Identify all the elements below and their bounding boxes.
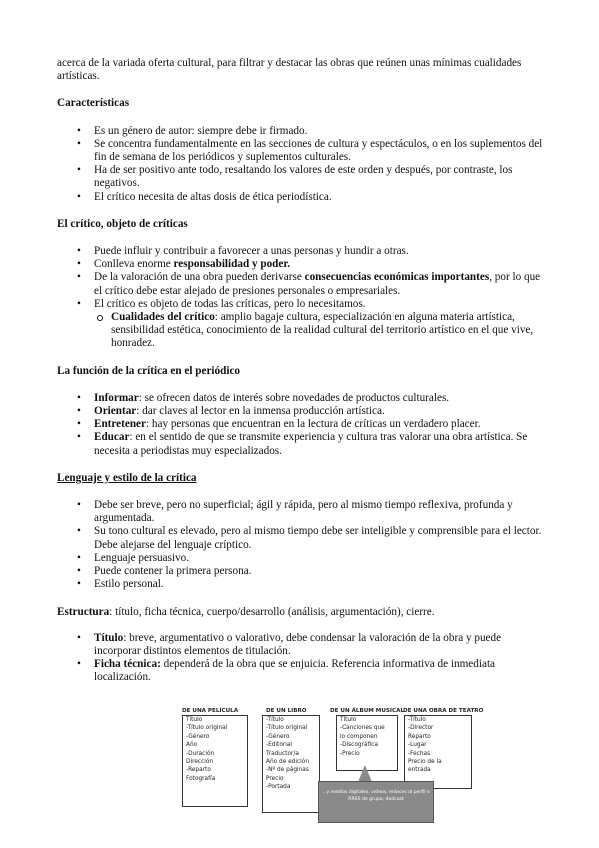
sub-list-item — [94, 311, 545, 351]
sub-list — [94, 311, 545, 351]
callout-pointer — [358, 765, 372, 782]
ficha-line: -Discográfica — [340, 742, 378, 749]
item-text: : breve, argumentativo o valorativo, debe condensar la valoración de la obra y puede incorporar distintos elementos de titulación. — [94, 631, 502, 657]
list-item — [57, 258, 545, 271]
list-item — [57, 405, 545, 418]
list-item — [57, 271, 545, 297]
ficha-line: Título — [340, 717, 357, 723]
item-bold: consecuencias económicas importantes — [304, 271, 490, 284]
ficha-line: -Título original — [186, 725, 228, 732]
ficha-line: -Lugar — [408, 742, 427, 749]
list-item — [57, 632, 545, 658]
list-item — [57, 418, 545, 431]
heading-critico: El crítico, objeto de críticas — [57, 217, 188, 230]
list-lenguaje — [57, 499, 545, 591]
ficha-line: -Precio — [340, 750, 360, 757]
list-item: • Puede contener la primera persona. — [57, 565, 545, 578]
column-heading: DE UNA PELÍCULA — [182, 708, 239, 714]
heading-funcion: La función de la crítica en el periódico — [57, 364, 241, 377]
item-text: : amplio bagaje cultura, especialización en alguna materia artística, sensibilidad estética, conocimiento de la realidad cultural del territorio artístico en el que vive, honradez. — [111, 311, 534, 350]
ficha-line: Reparto — [408, 733, 431, 740]
list-item: • Ha de ser positivo ante todo, resaltando los valores de este orden y después, por contraste, los negativos. — [57, 164, 545, 190]
item-text: : en el sentido de que se transmite experiencia y cultura tras valorar una obra artística. Se necesita a periodistas muy especializados. — [94, 431, 528, 457]
item-bold: Informar — [94, 391, 139, 404]
list-item: • Estilo personal. — [57, 578, 545, 591]
list-item — [57, 658, 545, 684]
intro-paragraph: acerca de la variada oferta cultural, para filtrar y destacar las obras que reúnen unas mínimas cualidades artísticas. — [57, 57, 522, 83]
item-text: : hay personas que encuentran en la lectura de críticas un verdadero placer. — [145, 418, 481, 431]
list-item: • Lenguaje persuasivo. — [57, 552, 545, 565]
ficha-line: entrada — [408, 767, 431, 774]
column-heading: DE UN LIBRO — [266, 708, 307, 714]
ficha-line: -Duración — [186, 750, 215, 757]
heading-caracteristicas: Características — [57, 97, 130, 110]
list-item: • Su tono cultural es elevado, pero al mismo tiempo debe ser inteligible y comprensible para el lector. Debe alejarse del lenguaje críptico. — [57, 525, 545, 551]
ficha-line: -Género — [266, 733, 290, 740]
ficha-line: Precio — [266, 775, 284, 782]
ficha-box-album — [336, 715, 398, 771]
heading-lenguaje: Lenguaje y estilo de la crítica — [57, 471, 197, 484]
list-caracteristicas — [57, 125, 545, 204]
item-text: Conlleva enorme — [94, 258, 174, 271]
estructura-text: : título, ficha técnica, cuerpo/desarrollo (análisis, argumentación), cierre. — [109, 605, 435, 618]
ficha-line: Año de edición — [266, 759, 309, 766]
ficha-line: -Canciones que — [340, 725, 385, 732]
estructura-label: Estructura — [57, 605, 110, 618]
ficha-line: -Título — [408, 717, 426, 723]
list-item: • El crítico necesita de altas dosis de ética periodística. — [57, 191, 545, 204]
ficha-line: Precio de la — [408, 759, 442, 766]
ficha-line: -Portada — [266, 784, 291, 791]
ficha-line: Título — [186, 717, 203, 723]
ficha-line: -Fechas — [408, 750, 431, 757]
ficha-tecnica-figure — [178, 705, 484, 822]
list-item — [57, 392, 545, 405]
item-text: : dar claves al lector en la inmensa producción artística. — [136, 405, 385, 418]
ficha-line: Traductor/a — [266, 750, 299, 757]
ficha-line: Año — [186, 742, 198, 749]
ficha-line: lo componen — [340, 733, 378, 740]
item-bold: Educar — [94, 431, 130, 444]
column-heading: DE UNA OBRA DE TEATRO — [403, 708, 484, 714]
ficha-box-pelicula — [182, 715, 248, 807]
ficha-box-libro — [262, 715, 320, 813]
list-item: • Se concentra fundamentalmente en las secciones de cultura y espectáculos, o en los suplementos del fin de semana de los periódicos y suplementos culturales. — [57, 138, 545, 164]
ficha-line: -Nº de páginas — [266, 767, 309, 774]
list-critico — [57, 245, 545, 351]
estructura-paragraph — [57, 606, 545, 619]
list-item: • Puede influir y contribuir a favorecer a unas personas y hundir a otras. — [57, 245, 545, 258]
item-text: El crítico es objeto de todas las críticas, pero lo necesitamos. — [94, 297, 366, 310]
ficha-line: -Género — [186, 733, 210, 740]
ficha-line: -Título — [266, 717, 284, 723]
item-bold: Entretener — [94, 418, 146, 431]
ficha-line: Fotografía — [186, 775, 216, 782]
list-item — [57, 298, 545, 351]
item-text: dependerá de la obra que se enjuicia. Referencia informativa de inmediata localización. — [94, 658, 496, 684]
list-item: • Es un género de autor: siempre debe ir firmado. — [57, 125, 545, 138]
item-text: De la valoración de una obra pueden derivarse — [94, 271, 305, 284]
list-estructura — [57, 632, 545, 685]
callout-text: ...y medios digitales, vídeos, enlaces al perfil o RRSS de grupo, dodcast — [322, 790, 430, 802]
item-bold: Orientar — [94, 405, 137, 418]
item-bold: Título — [94, 631, 124, 644]
document-page — [57, 57, 545, 699]
column-heading: DE UN ÁLBUM MUSICAL — [330, 708, 405, 714]
ficha-box-teatro — [404, 715, 472, 789]
item-bold: Ficha técnica: — [94, 658, 161, 671]
item-bold: Cualidades del crítico — [111, 311, 215, 324]
list-funcion — [57, 392, 545, 458]
ficha-line: -Reparto — [186, 767, 211, 774]
item-text: : se ofrecen datos de interés sobre novedades de productos culturales. — [138, 391, 450, 404]
list-item — [57, 431, 545, 457]
item-text: , por lo que el crítico debe estar alejado de presiones personales o empresariales. — [94, 271, 541, 297]
ficha-line: -Director — [408, 725, 434, 732]
list-item: • Debe ser breve, pero no superficial; ágil y rápida, pero al mismo tiempo reflexiva, profunda y argumentada. — [57, 499, 545, 525]
ficha-line: Dirección — [186, 759, 214, 766]
item-bold: responsabilidad y poder. — [173, 258, 291, 271]
ficha-line: -Título original — [266, 725, 308, 732]
ficha-line: -Editorial — [266, 742, 293, 749]
